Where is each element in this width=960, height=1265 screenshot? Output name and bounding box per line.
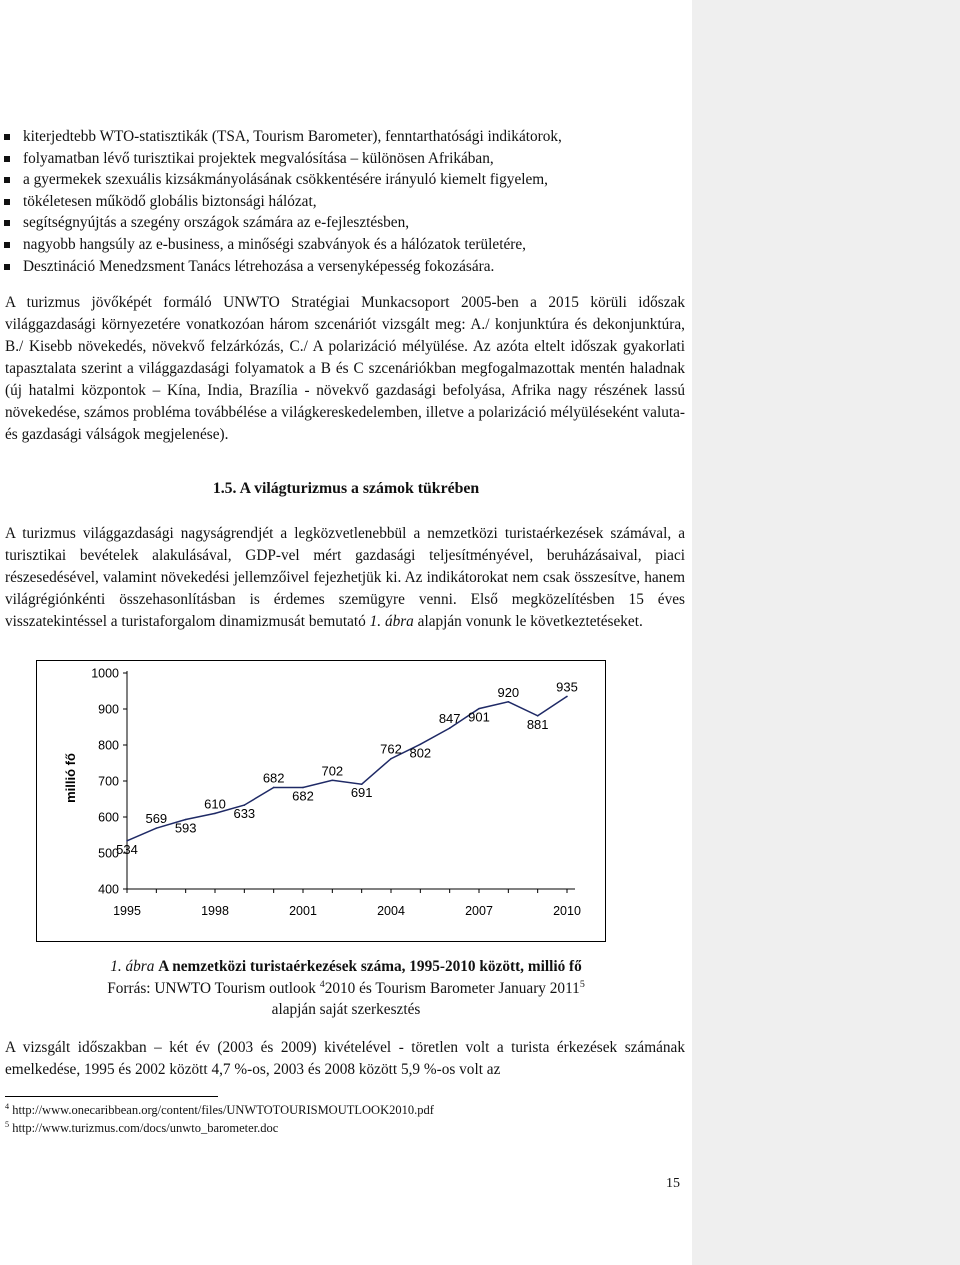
data-label: 534 [116, 841, 138, 857]
bullet-item: tökéletesen működő globális biztonsági hálózat, [0, 191, 680, 213]
y-tick-label: 600 [98, 810, 119, 825]
data-point [508, 701, 510, 703]
line-chart [37, 661, 605, 941]
footnote-mark: 4 [5, 1101, 10, 1111]
paragraph-text: A turizmus világgazdasági nagyságrendjét a legközvetlenebbül a nemzetközi turistaérkezések számával, a turisztikai bevételek alakulásával, GDP-vel mért gazdasági teljesítményével, beruházásaival, piaci részesedésével, valamint növekedési jellemzőivel fejezhetjük ki. Az indikátorokat nem csak összesítve, hanem világrégiónkénti összehasonlításban is érdemes szemügyre venni. Első megközelítésben 15 éves visszatekintéssel a turistaforgalom dinamizmusát bemutató [5, 525, 685, 630]
data-label: 881 [526, 716, 549, 732]
figure-source-line2: alapján saját szerkesztés [271, 1001, 421, 1018]
data-label: 702 [321, 763, 344, 779]
figure-source [0, 978, 692, 1000]
data-label: 569 [145, 811, 168, 827]
data-point [390, 758, 392, 760]
x-tick-label: 2010 [553, 904, 581, 918]
bullet-item: nagyobb hangsúly az e-business, a minőségi szabványok és a hálózatok területére, [0, 234, 680, 256]
paragraph-text: alapján vonunk le következtetéseket. [413, 613, 643, 630]
data-label: 901 [468, 709, 490, 725]
footnote-mark: 5 [5, 1119, 10, 1129]
data-label: 802 [409, 745, 432, 761]
chart-frame [36, 660, 606, 942]
intro-paragraph [5, 523, 685, 633]
figure-number: 1. ábra [110, 958, 155, 975]
footnote-5 [5, 1121, 278, 1135]
data-label: 682 [262, 770, 285, 786]
source-text: 2010 és Tourism Barometer January 2011 [324, 980, 580, 997]
data-label: 762 [380, 741, 402, 757]
footnote-mark: 5 [579, 978, 585, 990]
bullet-item: kiterjedtebb WTO-statisztikák (TSA, Tourism Barometer), fenntarthatósági indikátorok, [0, 126, 680, 148]
data-label: 682 [292, 788, 314, 804]
x-tick-label: 2001 [289, 904, 317, 918]
source-text: Forrás: UNWTO Tourism outlook [107, 980, 320, 997]
y-tick-label: 700 [98, 774, 119, 789]
bullet-item: folyamatban lévő turisztikai projektek megvalósítása – különösen Afrikában, [0, 148, 680, 170]
y-tick-label: 1000 [91, 666, 119, 681]
figure-title: A nemzetközi turistaérkezések száma, 1995-2010 között, millió fő [158, 958, 582, 975]
y-tick-label: 900 [98, 702, 119, 717]
footnote-separator [5, 1096, 218, 1097]
footnote-link[interactable]: http://www.onecaribbean.org/content/files/UNWTOTOURISMOUTLOOK2010.pdf [9, 1103, 434, 1117]
data-point [156, 827, 158, 829]
data-point [449, 727, 451, 729]
figure-caption [0, 956, 692, 978]
footnote-mark: 4 [319, 978, 325, 990]
comment-margin [692, 0, 960, 1265]
x-tick-label: 2004 [377, 904, 405, 918]
section-heading: 1.5. A világturizmus a számok tükrében [212, 480, 480, 497]
y-axis-title: millió fő [63, 753, 78, 803]
y-tick-label: 800 [98, 738, 119, 753]
y-tick-label: 500 [98, 846, 119, 861]
y-tick-label: 400 [98, 882, 119, 897]
data-label: 593 [174, 820, 197, 836]
bullet-list [0, 126, 680, 277]
growth-paragraph: A vizsgált időszakban – két év (2003 és 2009) kivételével - töretlen volt a turista érkezések számának emelkedése, 1995 és 2002 között 4,7 %-os, 2003 és 2008 között 5,9 %-os volt az [5, 1039, 685, 1078]
data-point [273, 787, 275, 789]
data-point [332, 779, 334, 781]
data-label: 920 [497, 684, 520, 700]
x-tick-label: 2007 [465, 904, 493, 918]
bullet-item: segítségnyújtás a szegény országok számára az e-fejlesztésben, [0, 212, 680, 234]
data-point [566, 696, 568, 698]
data-label: 847 [438, 711, 461, 727]
bullet-item: a gyermekek szexuális kizsákmányolásának csökkentésére irányuló kiemelt figyelem, [0, 169, 680, 191]
x-tick-label: 1998 [201, 904, 229, 918]
data-label: 935 [556, 679, 578, 695]
page-number: 15 [666, 1176, 680, 1191]
data-point [214, 813, 216, 815]
bullet-item: Desztináció Menedzsment Tanács létrehozása a versenyképesség fokozására. [0, 256, 680, 278]
footnote-4 [5, 1103, 434, 1117]
data-label: 610 [204, 796, 226, 812]
figure-reference: 1. ábra [369, 613, 414, 630]
x-tick-label: 1995 [113, 904, 141, 918]
series-line [127, 696, 567, 840]
footnote-link[interactable]: http://www.turizmus.com/docs/unwto_barometer.doc [9, 1121, 279, 1135]
data-label: 691 [350, 785, 373, 801]
scenario-paragraph: A turizmus jövőképét formáló UNWTO Stratégiai Munkacsoport 2005-ben a 2015 körüli időszak világgazdasági környezetére vonatkozóan három szcenáriót vizsgált meg: A./ konjunktúra és dekonjunktúra, B./ Kisebb növekedés, növekvő felzárkózás, C./ A polarizáció mélyülése. Az azóta eltelt időszak gyakorlati tapasztalata szerint a világgazdasági folyamatok a B és C szcenáriókban megfogalmazottak mentén haladnak (új hatalmi központok – Kína, India, Brazília - növekvő gazdasági befolyása, Afrika nagy részének lassú növekedése, számos probléma továbbélése a világkereskedelemben, illetve a polarizáció mélyüléseként valuta- és gazdasági válságok megjelenése). [5, 294, 685, 443]
data-label: 633 [233, 806, 256, 822]
